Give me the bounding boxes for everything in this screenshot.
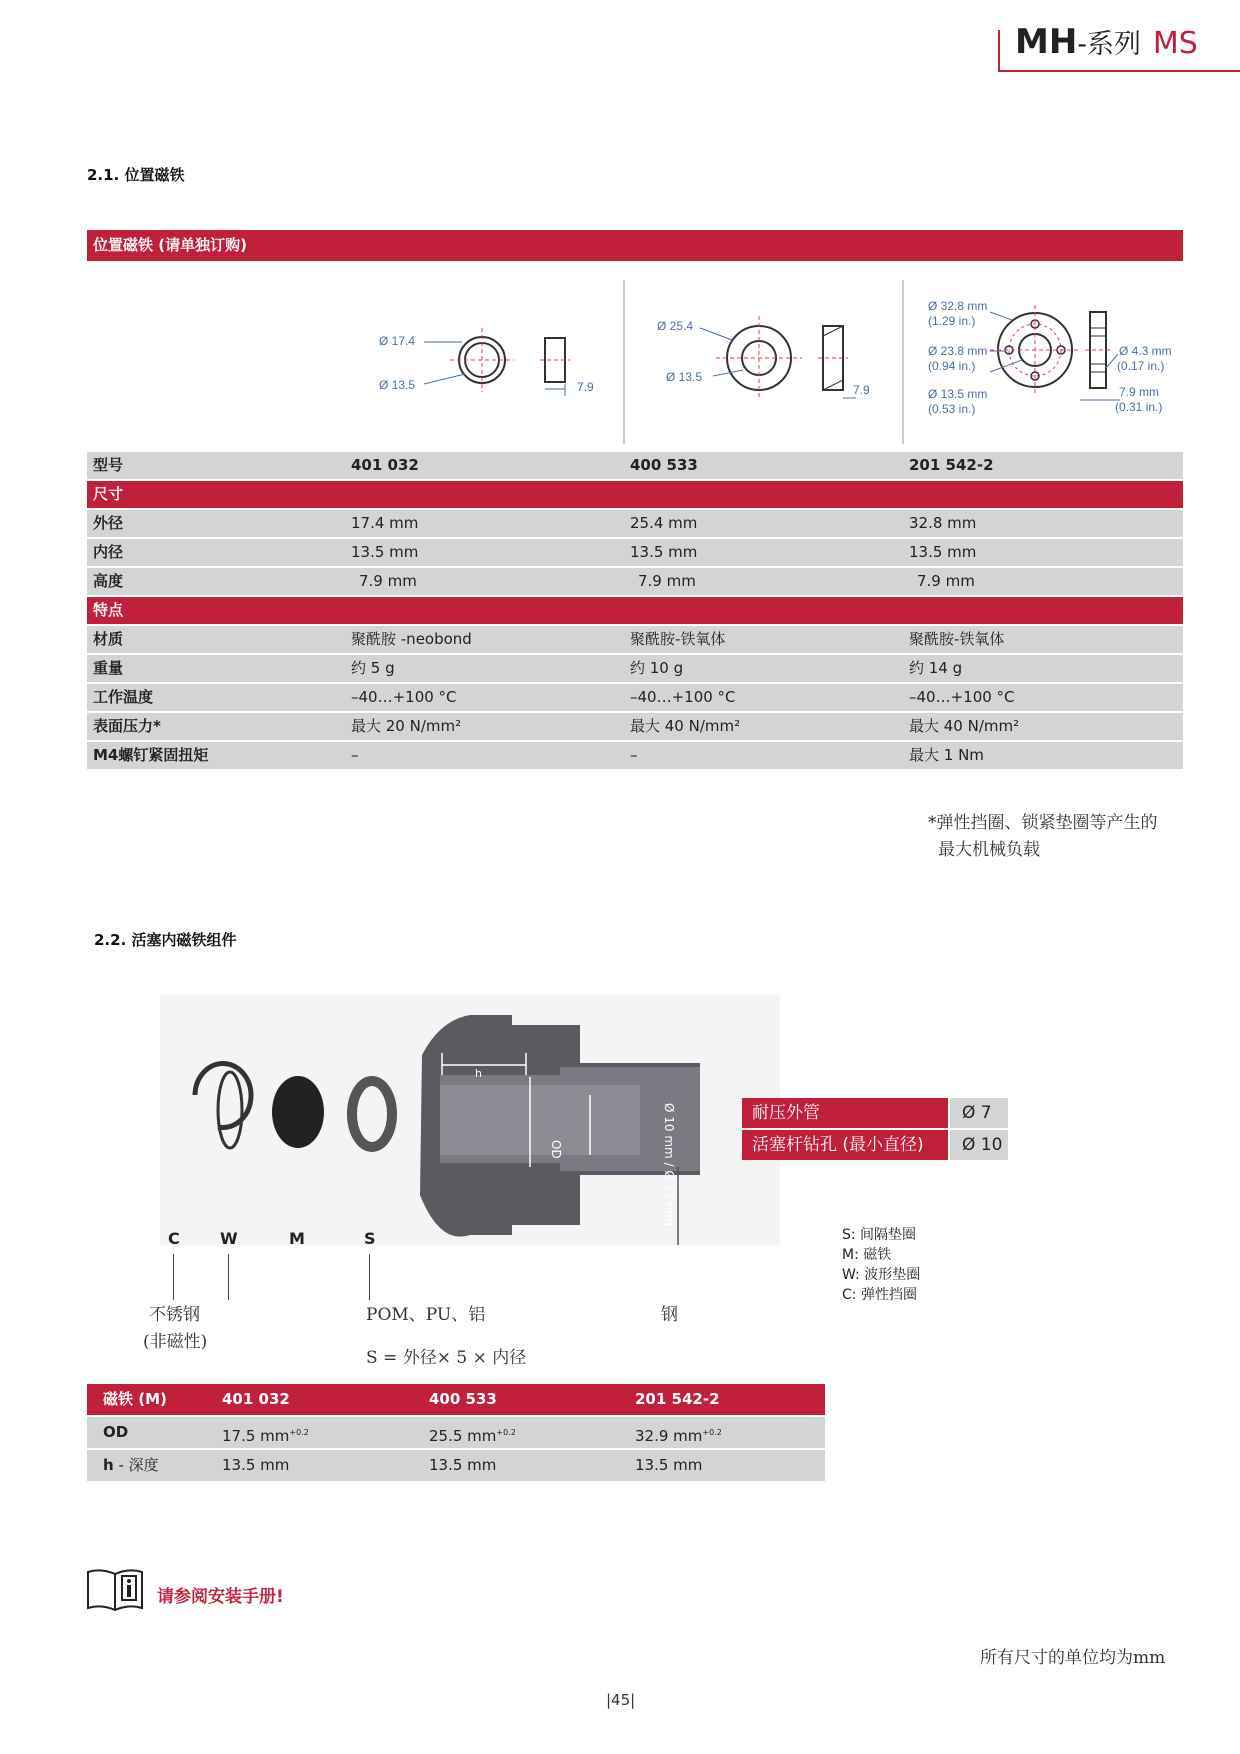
dim-od-label: OD (549, 1140, 563, 1159)
table-row: 表面压力* 最大 20 N/mm² 最大 40 N/mm² 最大 40 N/mm² (87, 713, 1183, 742)
spacer-formula: S = 外径× 5 × 内径 (366, 1348, 527, 1368)
material-steel: 钢 (661, 1305, 678, 1325)
d3-id-label: Ø 13.5 mm (928, 387, 988, 401)
drawing-401032 (424, 328, 570, 396)
manual-book-icon (86, 1566, 144, 1612)
d3-hole-label: Ø 4.3 mm (1119, 344, 1172, 358)
d1-od-label: Ø 17.4 (379, 334, 416, 348)
magnet-spec-table (87, 452, 1183, 771)
leader-w (228, 1254, 229, 1300)
parts-legend: S: 间隔垫圈 M: 磁铁 W: 波形垫圈 C: 弹性挡圈 (842, 1227, 921, 1303)
table-row-model: 型号 401 032 400 533 201 542-2 (87, 452, 1183, 481)
d3-hole-in-label: (0.17 in.) (1117, 359, 1165, 373)
table-row: 外径 17.4 mm 25.4 mm 32.8 mm (87, 510, 1183, 539)
leader-s (369, 1254, 370, 1300)
part-label-w: W (220, 1229, 238, 1248)
pressure-row: 耐压外管 Ø 7 (742, 1098, 1008, 1128)
d2-h-label: 7.9 (853, 383, 870, 397)
table-row: 材质 聚酰胺 -neobond 聚酰胺-铁氧体 聚酰胺-铁氧体 (87, 626, 1183, 655)
part-label-m: M (289, 1229, 305, 1248)
d3-h-label: 7.9 mm (1119, 385, 1160, 399)
section1-title: 2.1. 位置磁铁 (87, 166, 185, 184)
assembly-illustration (140, 995, 790, 1245)
units-note: 所有尺寸的单位均为mm (980, 1648, 1166, 1668)
table-row: 重量 约 5 g 约 10 g 约 14 g (87, 655, 1183, 684)
d1-h-label: 7.9 (577, 380, 594, 394)
table-row: OD 17.5 $mm^{+0.2}$ 25.5 $mm^{+0.2}$ 32.9 $mm^{+0.2}$ (87, 1417, 825, 1450)
table-row: 高度 7.9 mm 7.9 mm 7.9 mm (87, 568, 1183, 597)
leader-c (173, 1254, 174, 1300)
drawing-201542 (990, 305, 1120, 400)
dim-h-label: h (475, 1067, 482, 1080)
d3-pcd-in-label: (0.94 in.) (928, 359, 976, 373)
section2-title: 2.2. 活塞内磁铁组件 (94, 931, 237, 949)
material-stainless: 不锈钢 (149, 1305, 200, 1325)
magnet-drawings (300, 272, 1200, 450)
part-label-c: C (168, 1229, 180, 1248)
drawing-400533 (700, 316, 856, 400)
header-rule-vertical (998, 30, 1000, 72)
part-label-s: S (364, 1229, 376, 1248)
piston-rod-bore (440, 1085, 640, 1155)
table-header-dims: 尺寸 (87, 481, 1183, 510)
material-spacer: POM、PU、铝 (366, 1305, 486, 1325)
d3-pcd-label: Ø 23.8 mm (928, 344, 988, 358)
d3-od-in-label: (1.29 in.) (928, 314, 976, 328)
d2-id-label: Ø 13.5 (666, 370, 703, 384)
d2-od-label: Ø 25.4 (657, 319, 694, 333)
table-row: M4螺钉紧固扭矩 – – 最大 1 Nm (87, 742, 1183, 771)
d3-id-in-label: (0.53 in.) (928, 402, 976, 416)
header-rule-horizontal (998, 70, 1240, 72)
page-number: |45| (606, 1691, 636, 1709)
section1-bar: 位置磁铁 (请单独订购) (87, 230, 1183, 261)
pressure-row: 活塞杆钻孔 (最小直径) Ø 10 (742, 1130, 1008, 1160)
table-row: 内径 13.5 mm 13.5 mm 13.5 mm (87, 539, 1183, 568)
d1-id-label: Ø 13.5 (379, 378, 416, 392)
material-nonmagnetic: (非磁性) (143, 1332, 208, 1352)
footnote-line1: *弹性挡圈、锁紧垫圈等产生的 (928, 813, 1158, 833)
magnet-assembly-table (87, 1384, 825, 1483)
table-row: h - 深度 13.5 mm 13.5 mm 13.5 mm (87, 1450, 825, 1483)
d3-od-label: Ø 32.8 mm (928, 299, 988, 313)
magnet-m (272, 1076, 324, 1148)
footnote-line2: 最大机械负载 (938, 840, 1040, 860)
d3-h-in-label: (0.31 in.) (1115, 400, 1163, 414)
dim-bore-label: Ø 10 mm / Ø 13 mm (662, 1103, 676, 1227)
header-title: MH-系列 MS (1015, 22, 1198, 62)
manual-note: 请参阅安装手册! (157, 1587, 284, 1607)
table-header: 磁铁 (M) 401 032 400 533 201 542-2 (87, 1384, 825, 1417)
table-header-features: 特点 (87, 597, 1183, 626)
table-row: 工作温度 –40…+100 °C –40…+100 °C –40…+100 °C (87, 684, 1183, 713)
pressure-table (742, 1098, 1008, 1162)
